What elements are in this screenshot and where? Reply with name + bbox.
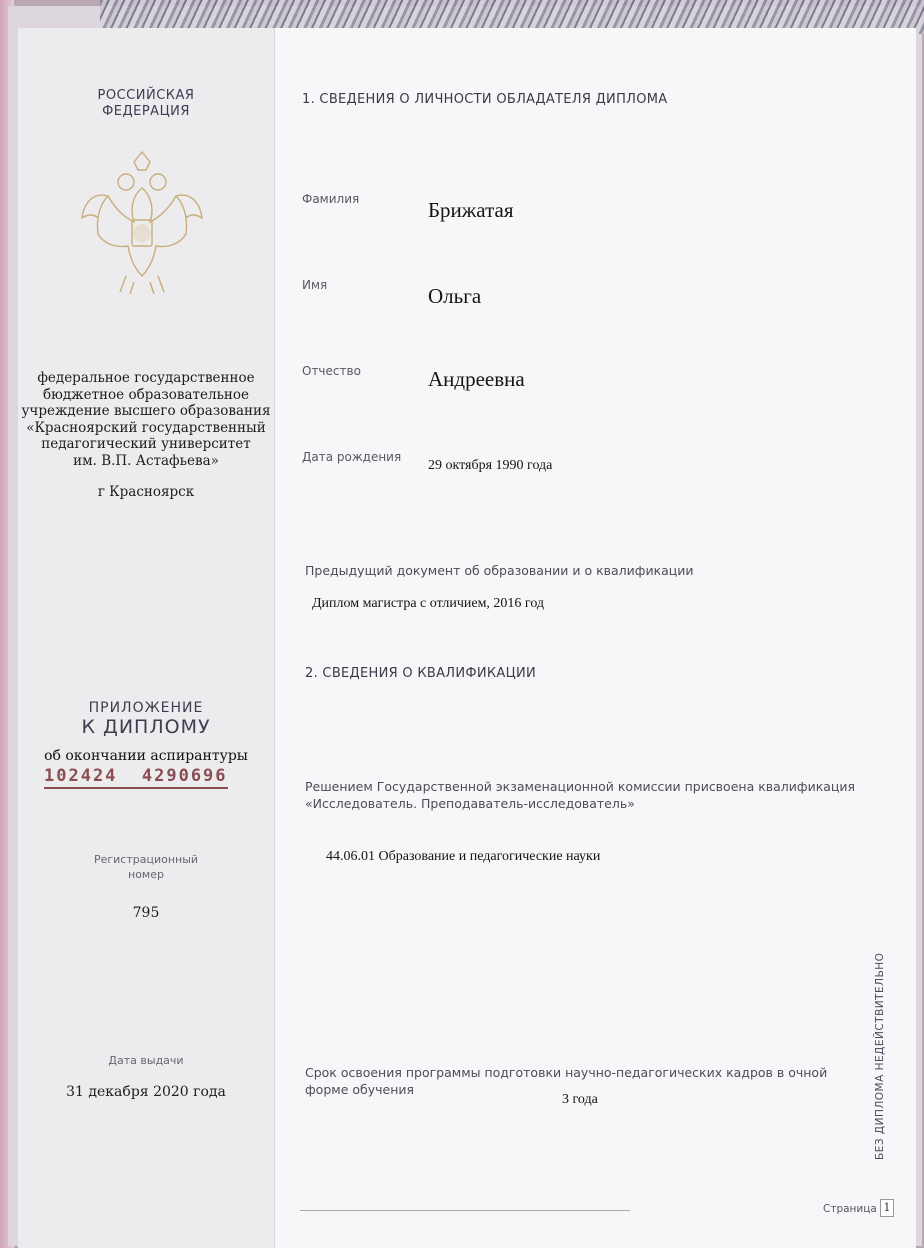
duration-value: 3 года (562, 1092, 598, 1107)
patronymic-value: Андреевна (428, 367, 525, 391)
institution-line: бюджетное образовательное (42, 386, 250, 403)
patronymic-label: Отчество (302, 364, 361, 378)
city: г Красноярск (97, 484, 195, 500)
registration-label (18, 852, 274, 882)
birth-date-label: Дата рождения (302, 450, 402, 464)
vertical-notice: БЕЗ ДИПЛОМА НЕДЕЙСТВИТЕЛЬНО (874, 952, 886, 1160)
supplement-subtitle: К ДИПЛОМУ (81, 716, 211, 738)
surname-label: Фамилия (302, 192, 360, 206)
qualification-decision-line-1: Решением Государственной экзаменационной комиссии присвоена квалификация (305, 779, 856, 794)
institution-name (18, 370, 274, 469)
birth-date-value: 29 октября 1990 года (428, 458, 553, 473)
duration-label-line-2: форме обучения (305, 1082, 415, 1097)
serial-number: 102424 4290696 (44, 766, 228, 789)
institution-line: федеральное государственное (37, 370, 255, 386)
page-number: 1 (880, 1199, 894, 1217)
coat-of-arms-icon (72, 148, 212, 298)
supplement-title: ПРИЛОЖЕНИЕ (88, 700, 204, 716)
country-line-2: ФЕДЕРАЦИЯ (102, 104, 190, 119)
registration-number: 795 (132, 905, 160, 921)
qualification-decision-line-2: «Исследователь. Преподаватель-исследователь» (305, 796, 635, 811)
country-name (18, 88, 274, 120)
surname-value: Брижатая (428, 198, 514, 222)
specialty-value: 44.06.01 Образование и педагогические науки (326, 849, 601, 864)
institution-line: учреждение высшего образования (21, 403, 271, 419)
bottom-rule (300, 1210, 630, 1211)
name-label: Имя (302, 278, 328, 292)
registration-label-line-2: номер (128, 868, 164, 881)
issue-date: 31 декабря 2020 года (66, 1084, 226, 1100)
institution-line: педагогический университет (41, 436, 251, 452)
institution-line: «Красноярский государственный (26, 419, 266, 436)
duration-label-line-1: Срок освоения программы подготовки научно-педагогических кадров в очной (305, 1065, 828, 1080)
section-1-title: 1. СВЕДЕНИЯ О ЛИЧНОСТИ ОБЛАДАТЕЛЯ ДИПЛОМА (302, 92, 668, 107)
country-line-1: РОССИЙСКАЯ (97, 88, 195, 103)
section-2-title: 2. СВЕДЕНИЯ О КВАЛИФИКАЦИИ (305, 666, 537, 681)
registration-label-line-1: Регистрационный (93, 853, 199, 866)
institution-line: им. В.П. Астафьева» (73, 452, 219, 469)
name-value: Ольга (428, 284, 482, 308)
graduation-type: об окончании аспирантуры (44, 748, 248, 764)
previous-document-value: Диплом магистра с отличием, 2016 год (312, 596, 545, 611)
issue-date-label: Дата выдачи (108, 1054, 184, 1067)
page-label: Страница (823, 1203, 877, 1215)
qualification-decision (305, 778, 855, 812)
previous-document-label: Предыдущий документ об образовании и о квалификации (305, 563, 694, 578)
